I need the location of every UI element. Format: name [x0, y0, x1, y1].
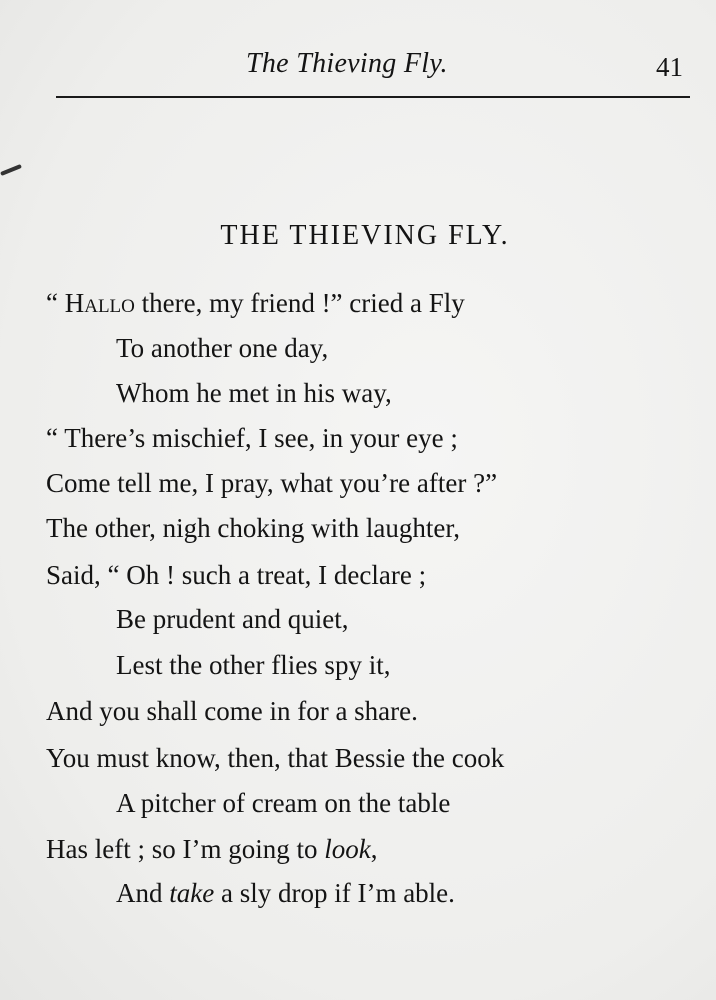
poem-line: The other, nigh choking with laughter, [46, 513, 460, 543]
running-title: The Thieving Fly. [246, 48, 448, 79]
poem-line: And take a sly drop if I’m able. [116, 878, 455, 908]
poem-line: Come tell me, I pray, what you’re after ?” [46, 468, 498, 498]
poem-title: THE THIEVING FLY. [220, 220, 510, 251]
poem-line: Whom he met in his way, [116, 378, 392, 408]
poem-line: Be prudent and quiet, [116, 604, 349, 634]
poem-line: “ There’s mischief, I see, in your eye ; [46, 423, 458, 453]
poem-line: “ Hallo there, my friend !” cried a Fly [46, 288, 465, 318]
poem-line: Said, “ Oh ! such a treat, I declare ; [46, 560, 427, 590]
poem-line: And you shall come in for a share. [46, 696, 418, 726]
poem-line: You must know, then, that Bessie the cook [46, 743, 505, 773]
page-number: 41 [656, 52, 683, 82]
poem-line: Has left ; so I’m going to look, [46, 834, 378, 864]
poem-line: To another one day, [116, 333, 329, 363]
poem-line: A pitcher of cream on the table [116, 788, 451, 818]
poem-line: Lest the other flies spy it, [116, 650, 391, 680]
